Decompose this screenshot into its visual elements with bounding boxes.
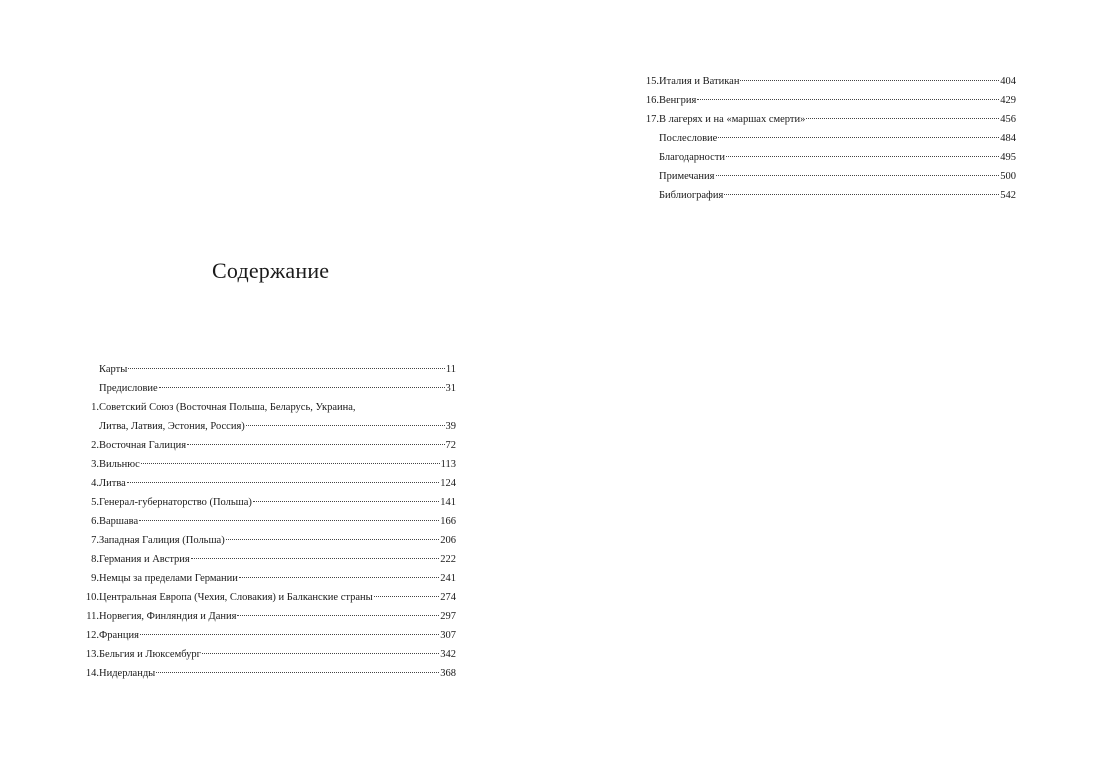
- toc-entry-number: 4.: [91, 478, 99, 489]
- toc-dot-leader: [806, 118, 999, 119]
- toc-entry-number: 2.: [91, 440, 99, 451]
- toc-entry-number: 5.: [91, 497, 99, 508]
- toc-dot-leader: [237, 615, 439, 616]
- toc-entry-page: 166: [440, 516, 456, 527]
- toc-entry-page: 495: [1000, 152, 1016, 163]
- toc-entry[interactable]: [80, 569, 456, 588]
- toc-entry-title: Западная Галиция (Польша): [99, 535, 225, 546]
- toc-entry-title: Предисловие: [99, 383, 158, 394]
- toc-entry[interactable]: [80, 360, 456, 379]
- toc-entry[interactable]: [80, 531, 456, 550]
- toc-entry-page: 39: [445, 421, 456, 432]
- toc-list-right: [640, 72, 1016, 205]
- toc-entry-title: Центральная Европа (Чехия, Словакия) и Балканские страны: [99, 592, 373, 603]
- toc-title: Содержание: [212, 258, 330, 283]
- toc-dot-leader: [141, 463, 440, 464]
- toc-entry-page: 404: [1000, 76, 1016, 87]
- toc-entry-page: 456: [1000, 114, 1016, 125]
- toc-entry-page: 542: [1000, 190, 1016, 201]
- toc-entry-page: 342: [440, 649, 456, 660]
- toc-dot-leader: [127, 482, 439, 483]
- toc-entry[interactable]: [640, 129, 1016, 148]
- toc-entry-number: 17.: [645, 114, 659, 125]
- toc-entry-title: Литва: [99, 478, 126, 489]
- toc-entry-title: Германия и Австрия: [99, 554, 190, 565]
- toc-entry-page: 307: [440, 630, 456, 641]
- toc-entry-page: 72: [445, 440, 456, 451]
- toc-entry-page: 429: [1000, 95, 1016, 106]
- toc-entry-title-continued: Литва, Латвия, Эстония, Россия): [99, 421, 245, 432]
- toc-entry-page: 113: [440, 459, 456, 470]
- toc-entry-number: 3.: [91, 459, 99, 470]
- toc-dot-leader: [128, 368, 445, 369]
- toc-entry-page: 274: [440, 592, 456, 603]
- toc-entry-number: 7.: [91, 535, 99, 546]
- toc-dot-leader: [253, 501, 439, 502]
- toc-dot-leader: [716, 175, 1000, 176]
- toc-entry[interactable]: [80, 588, 456, 607]
- toc-entry-page: 31: [445, 383, 456, 394]
- toc-dot-leader: [697, 99, 999, 100]
- toc-entry-number: 9.: [91, 573, 99, 584]
- toc-entry[interactable]: [640, 148, 1016, 167]
- toc-entry[interactable]: [80, 664, 456, 683]
- toc-entry-title: Норвегия, Финляндия и Дания: [99, 611, 237, 622]
- toc-entry-title: Бельгия и Люксембург: [99, 649, 201, 660]
- toc-entry[interactable]: [80, 436, 456, 455]
- toc-entry-page: 500: [1000, 171, 1016, 182]
- toc-entry-page: 141: [440, 497, 456, 508]
- toc-dot-leader: [202, 653, 439, 654]
- toc-dot-leader: [139, 520, 439, 521]
- toc-entry-title: Генерал-губернаторство (Польша): [99, 497, 252, 508]
- toc-entry-number: 15.: [645, 76, 659, 87]
- toc-entry-page: 297: [440, 611, 456, 622]
- toc-entry[interactable]: [80, 455, 456, 474]
- toc-dot-leader: [246, 425, 445, 426]
- toc-dot-leader: [740, 80, 999, 81]
- toc-entry[interactable]: [640, 167, 1016, 186]
- toc-entry-number: 1.: [91, 402, 99, 413]
- toc-entry[interactable]: [80, 379, 456, 398]
- toc-entry[interactable]: [80, 493, 456, 512]
- toc-list-left: [80, 360, 456, 683]
- toc-dot-leader: [718, 137, 999, 138]
- toc-entry-page: 124: [440, 478, 456, 489]
- toc-entry-title: Немцы за пределами Германии: [99, 573, 238, 584]
- toc-entry[interactable]: [80, 398, 456, 417]
- toc-entry-title: Франция: [99, 630, 139, 641]
- toc-dot-leader: [724, 194, 999, 195]
- toc-entry[interactable]: [80, 474, 456, 493]
- toc-entry-title: Венгрия: [659, 95, 697, 106]
- toc-entry[interactable]: [80, 645, 456, 664]
- toc-entry[interactable]: [80, 607, 456, 626]
- toc-dot-leader: [374, 596, 440, 597]
- toc-entry-number: 11.: [86, 611, 99, 622]
- toc-entry-title: Варшава: [99, 516, 139, 527]
- toc-entry[interactable]: [80, 626, 456, 645]
- toc-entry-title: Библиография: [659, 190, 724, 201]
- toc-entry-number: 12.: [85, 630, 99, 641]
- toc-entry-page: 368: [440, 668, 456, 679]
- toc-entry-title: Советский Союз (Восточная Польша, Беларусь, Украина,: [99, 402, 356, 413]
- toc-entry-page: 206: [440, 535, 456, 546]
- toc-dot-leader: [226, 539, 440, 540]
- toc-entry-number: 10.: [85, 592, 99, 603]
- toc-entry[interactable]: [640, 186, 1016, 205]
- toc-entry[interactable]: [640, 72, 1016, 91]
- toc-entry-title: Послесловие: [659, 133, 718, 144]
- toc-dot-leader: [726, 156, 999, 157]
- toc-entry-number: 8.: [91, 554, 99, 565]
- toc-dot-leader: [159, 387, 445, 388]
- toc-entry-title: Карты: [99, 364, 128, 375]
- toc-entry-title: Примечания: [659, 171, 715, 182]
- toc-entry[interactable]: [640, 110, 1016, 129]
- toc-dot-leader: [239, 577, 439, 578]
- toc-entry-number: 6.: [91, 516, 99, 527]
- toc-entry-title: В лагерях и на «маршах смерти»: [659, 114, 806, 125]
- toc-entry-title: Вильнюс: [99, 459, 140, 470]
- right-page: [550, 0, 1100, 777]
- toc-dot-leader: [156, 672, 439, 673]
- toc-dot-leader: [140, 634, 439, 635]
- toc-entry[interactable]: [80, 512, 456, 531]
- toc-entry-continuation[interactable]: [80, 417, 456, 436]
- toc-entry-page: 11: [445, 364, 456, 375]
- toc-dot-leader: [187, 444, 444, 445]
- toc-entry-title: Восточная Галиция: [99, 440, 187, 451]
- toc-entry-page: 241: [440, 573, 456, 584]
- toc-entry-page: 222: [440, 554, 456, 565]
- toc-entry[interactable]: [640, 91, 1016, 110]
- toc-entry-page: 484: [1000, 133, 1016, 144]
- toc-entry-title: Благодарности: [659, 152, 726, 163]
- toc-entry[interactable]: [80, 550, 456, 569]
- toc-entry-number: 16.: [645, 95, 659, 106]
- toc-entry-number: 13.: [85, 649, 99, 660]
- toc-entry-title: Италия и Ватикан: [659, 76, 740, 87]
- toc-entry-number: 14.: [85, 668, 99, 679]
- toc-entry-title: Нидерланды: [99, 668, 156, 679]
- toc-dot-leader: [191, 558, 440, 559]
